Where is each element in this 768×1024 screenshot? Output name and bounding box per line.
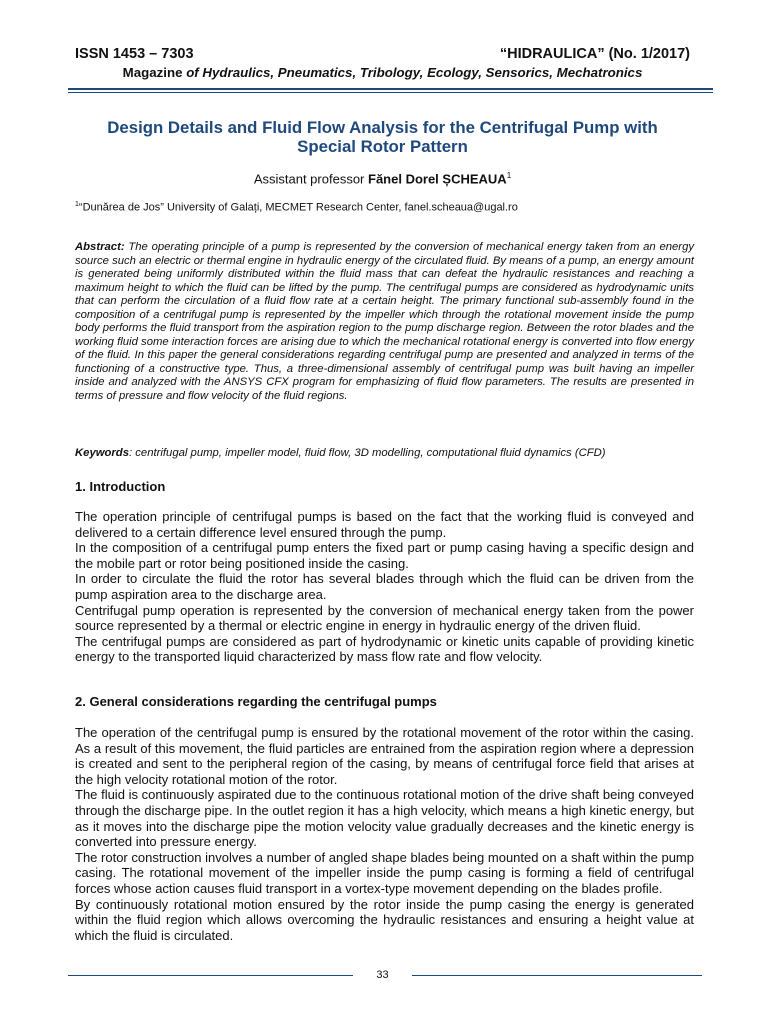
- author-line: [75, 171, 690, 186]
- abstract-label: Abstract:: [75, 241, 125, 253]
- paragraph: The operation of the centrifugal pump is ensured by the rotational movement of the rotor within the casing. As a result of this movement, the fluid particles are entrained from the aspiration region where a depression is created and sent to the peripheral region of the casing, by means of centrifugal force field that arises at the high velocity rotational motion of the rotor.: [75, 725, 694, 787]
- paragraph: In order to circulate the fluid the rotor has several blades through which the fluid can be driven from the pump aspiration area to the discharge area.: [75, 571, 694, 602]
- paper-title: [75, 118, 690, 156]
- section-heading-general-considerations: 2. General considerations regarding the centrifugal pumps: [75, 694, 437, 709]
- header-rule-thin: [68, 92, 713, 93]
- affiliation: [75, 201, 690, 214]
- issn-label: ISSN 1453 – 7303: [75, 46, 194, 62]
- author-name: Fănel Dorel ȘCHEAUA: [368, 171, 507, 187]
- footer-rule-right: [412, 975, 702, 976]
- section-heading-introduction: 1. Introduction: [75, 479, 166, 494]
- title-line: Design Details and Fluid Flow Analysis for the Centrifugal Pump with: [107, 118, 658, 137]
- paragraph: The rotor construction involves a number of angled shape blades being mounted on a shaft within the pump casing. The rotational movement of the impeller inside the pump casing is forming a field of centrifugal forces whose action causes fluid transport in a vortex-type movement depending on the blades profile.: [75, 849, 694, 896]
- paragraph: The centrifugal pumps are considered as part of hydrodynamic or kinetic units capable of providing kinetic energy to the transported liquid characterized by mass flow rate and flow velocity.: [75, 633, 694, 665]
- paragraph: In the composition of a centrifugal pump enters the fixed part or pump casing having a specific design and the mobile part or rotor being positioned inside the casing.: [75, 540, 694, 571]
- keywords-label: Keywords: [75, 447, 129, 459]
- paragraph: By continuously rotational motion ensured by the rotor inside the pump casing the energy is generated within the fluid region which allows overcoming the hydraulic resistances and ensuring a height value at which the fluid is circulated.: [75, 896, 694, 943]
- abstract: [75, 241, 694, 403]
- magazine-prefix: Magazine: [122, 65, 183, 80]
- introduction-body: [75, 509, 694, 665]
- keywords: [75, 447, 694, 459]
- running-header: [75, 46, 690, 64]
- journal-issue-label: “HIDRAULICA” (No. 1/2017): [499, 46, 690, 62]
- general-considerations-body: [75, 725, 694, 943]
- title-line: Special Rotor Pattern: [297, 137, 468, 156]
- paragraph: Centrifugal pump operation is represented by the conversion of mechanical energy taken from the power source represented by a thermal or electric engine in energy in hydraulic energy of the driven fluid.: [75, 602, 694, 634]
- author-role: Assistant professor: [253, 171, 365, 187]
- magazine-topics: of Hydraulics, Pneumatics, Tribology, Ecology, Sensorics, Mechatronics: [186, 65, 643, 80]
- paragraph: The operation principle of centrifugal pumps is based on the fact that the working fluid is conveyed and delivered to a certain difference level ensured through the pump.: [75, 509, 694, 540]
- affil-text: “Dunărea de Jos” University of Galați, MECMET Research Center, fanel.scheaua@ugal.ro: [78, 201, 518, 214]
- paragraph: The fluid is continuously aspirated due to the continuous rotational motion of the drive shaft being conveyed through the discharge pipe. In the outlet region it has a high velocity, which means a high kinetic energy, but as it moves into the discharge pipe the motion velocity value gradually decreases and the kinetic energy is converted into pressure energy.: [75, 787, 694, 850]
- keywords-text: : centrifugal pump, impeller model, fluid flow, 3D modelling, computational fluid dynamics (CFD): [129, 447, 606, 459]
- affil-marker: 1: [75, 201, 79, 208]
- footer-rule-left: [68, 975, 353, 976]
- author-affil-marker: 1: [506, 171, 512, 180]
- magazine-subtitle: [75, 65, 690, 80]
- header-rule-thick: [68, 88, 713, 90]
- page-number: 33: [376, 969, 389, 981]
- abstract-text: The operating principle of a pump is represented by the conversion of mechanical energy taken from an energy source such an electric or thermal engine in hydraulic energy of the circulated fluid. By means of a pump, an energy amount is generated being uniformly distributed within the fluid mass that can defeat the hydraulic resistances and reaching a maximum height to which the fluid can be lifted by the pump. The centrifugal pumps are considered as hydrodynamic units that can perform the circulation of a fluid flow rate at a certain height. The primary functional sub-assembly found in the composition of a centrifugal pump is represented by the impeller which through the rotational movement inside the pump body performs the fluid transport from the aspiration region to the pump discharge region. Between the rotor blades and the working fluid some interaction forces are arising due to which the mechanical rotational energy is converted into flow energy of the fluid. In this paper the general considerations regarding centrifugal pump are presented and analyzed in terms of the functioning of a constructive type. Thus, a three-dimensional assembly of centrifugal pump was built having an impeller inside and analyzed with the ANSYS CFX program for emphasizing of fluid flow parameters. The results are presented in terms of pressure and flow velocity of the fluid regions.: [75, 241, 695, 402]
